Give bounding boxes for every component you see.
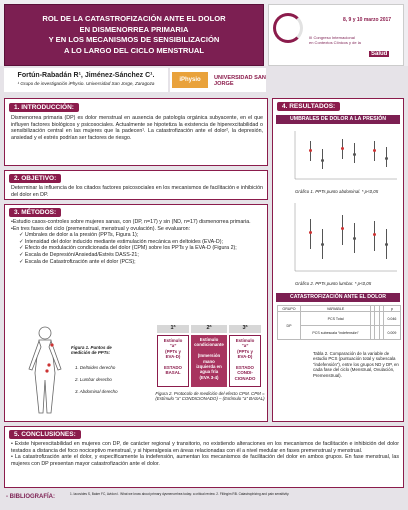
metodos-item: ✓ Escala de Depresión/Ansiedad/Estrés DASS-21; [19,251,139,258]
table-cell: p [383,306,400,312]
metodos-item: •Estudio casos-controles sobre mujeres sanas, con (DP, n=17) y sin (ND, n=17) dismenorrea primaria. [11,219,251,225]
table-cell: 0.009 [383,326,400,340]
resultados-heading: 4. RESULTADOS: [277,102,340,111]
table-cell: PCS Total [301,312,371,326]
conclusiones-item: • La catastrofización ante el dolor, y específicamente la indefensión, aumentan los mecanismos de facilitación del dolor en ambos grupos. En fase menstrual, las mujeres con DP presentan mayor catastrofización ante el dolor. [11,454,399,467]
event-name: III Congreso Internacional en Contextos Clínicos y de la [309,35,361,46]
title-box [4,4,264,66]
data-point [385,157,388,160]
phase-2-label: 2ª [191,325,227,333]
chart-1-axes [277,127,401,187]
metodos-item: ✓ Intensidad del dolor inducido mediante estimulación mecánica en deltoides (EVA-D); [19,238,223,245]
phase-3-label: 3ª [229,325,261,333]
event-salud: Salud [371,51,388,57]
error-bar [342,215,343,245]
pcs-table [277,305,401,340]
fig1-caption: Figura 1. Puntos de medición de PPTs: [71,345,112,355]
institution-logos [170,68,266,92]
conclusiones-heading: 5. CONCLUSIONES: [9,430,81,439]
congress-logo-icon [273,13,303,43]
conclusiones-list [11,441,399,467]
bibliografia-section [4,490,404,508]
table-cell: 0.046 [383,312,400,326]
metodos-list [11,219,263,265]
chart-2-axes [277,199,401,279]
objetivo-section [4,170,268,200]
iphysio-logo: iPhysio [172,72,208,88]
data-point [353,153,356,156]
error-bar [374,221,375,251]
chart-2-caption: Gráfico 2. PPTs punto lumbar. * p<0,05 [295,281,372,286]
ppt-subheading: UMBRALES DE DOLOR A LA PRESIÓN [276,115,400,124]
phase-1-text: Estímulo “a” (PPTs y EVA-D) ESTADO BASAL [163,338,183,376]
author-affiliation: ¹ Grupo de investigación iPhysio. Universidad San Jorge, Zaragoza [17,81,155,86]
bibliografia-refs: 1. Iacovides S, Baker FC, Avidon I. What we know about primary dysmenorrhea today: a critical review. 2. Fillingim RB. Catastrophizing and pain sensitivity. [70,492,290,496]
phase-3-text: Estímulo “a” (PPTs y EVA-D) ESTADO CONDI- CIONADO [234,338,256,381]
table-cell: GRUPO [278,306,301,312]
data-point [373,149,376,152]
data-point [341,147,344,150]
data-point [353,237,356,240]
fig1-point: 2. Lumbar derecho [75,377,112,382]
poster-header [0,0,408,66]
table-row [278,312,401,326]
conclusiones-item: • Existe hiperexcitabilidad en mujeres con DP, de carácter regional y transitorio, no existiendo alteraciones en los mecanismos de facilitación e inhibición del dolor testados a distancia del foco nociceptivo menstrual, y si hiperalgesia en áreas relacionadas con él a nivel medular en fases premenstrual y menstrual. [11,441,399,454]
data-point [309,231,312,234]
table-cell: PCS subescala “indefensión” [301,326,371,340]
objetivo-heading: 2. OBJETIVO: [9,174,61,183]
metodos-item: ✓ Umbrales de dolor a la presión (PPTs, Figura 1); [19,232,139,239]
congress-logo [268,4,404,66]
conclusiones-section [4,426,404,488]
phase-2-text: Estímulo condicionante (Inmersión mano izquierda en agua fría (EVA 3-4) [191,335,227,387]
data-point [309,149,312,152]
intro-section [4,98,268,166]
error-bar [310,219,311,249]
event-dates: 8, 9 y 10 marzo 2017 [343,17,392,23]
metodos-heading: 3. MÉTODOS: [9,208,61,217]
metodos-item: ✓ Escala de Catastrofización ante el dolor (PCS); [19,258,136,265]
objetivo-text: Determinar la influencia de los citados factores psicosociales en los mecanismos de facilitación e inhibición del dolor en DP. [11,185,263,198]
intro-text: Dismenorrea primaria (DP) es dolor menstrual en ausencia de patología orgánica subyacente, en el que influyen factores biológicos y psicosociales. Actualmente se hipotetiza la existencia de hiperexcitabilidad o sensibilización central en las mujeres que la padecen¹. La catastrofización ante el dolor², la depresión, ansiedad y el estrés podrían ser factores de riesgo. [11,115,263,141]
bibliografia-heading: - BIBLIOGRAFÍA: [6,494,55,500]
tabla-caption: Tabla 2. Comparación de la variable de estudio PCS (puntuación total y subescala “indefensión”), entre los grupos ND y DP, en cada fase del ciclo (Menstrual, Ovulación, Premenstrual). [313,351,399,378]
fig1-point: 1. Deltoides derecho [75,365,116,370]
pcs-subheading: CATASTROFIZACIÓN ANTE EL DOLOR [276,293,400,302]
chart-1-caption: Gráfico 1. PPTs punto abdominal. * p<0,05 [295,189,379,194]
metodos-section [4,204,268,422]
metodos-item: •En tres fases del ciclo (premenstrual, menstrual y ovulación). Se evaluaron: [11,225,191,232]
table-cell: DP [278,312,301,340]
data-point [321,243,324,246]
data-point [385,243,388,246]
table-cell: VARIABLE [301,306,371,312]
chart-2 [277,199,401,279]
intro-heading: 1. INTRODUCCIÓN: [9,103,79,112]
data-point [341,227,344,230]
usj-logo: UNIVERSIDAD SAN JORGE [214,75,266,87]
data-point [373,233,376,236]
body-figure [15,325,75,417]
author-names: Fortún-Rabadán R¹, Jiménez-Sánchez C¹. [17,72,155,79]
authors-box [4,68,168,92]
chart-1 [277,127,401,187]
data-point [321,159,324,162]
poster-title: ROL DE LA CATASTROFIZACIÓN ANTE EL DOLOR EN DISMENORREA PRIMARIA Y EN LOS MECANISMOS DE SENSIBILIZACIÓN A LO LARGO DEL CICLO MENSTRUAL [42,14,226,55]
fig2-caption: Figura 2. Protocolo de medición del efecto CPM. CPM = (Estímulo “a” CONDICIONADO) – (Estímulo “a” BASAL) [155,391,265,401]
phase-1-label: 1ª [157,325,189,333]
fig1-point: 3. Abdominal derecho [75,389,118,394]
metodos-item: ✓ Efecto de modulación condicionada del dolor (CPM) sobre los PPTs y la EVA-D (Figura 2); [19,245,237,252]
resultados-section [272,98,404,422]
